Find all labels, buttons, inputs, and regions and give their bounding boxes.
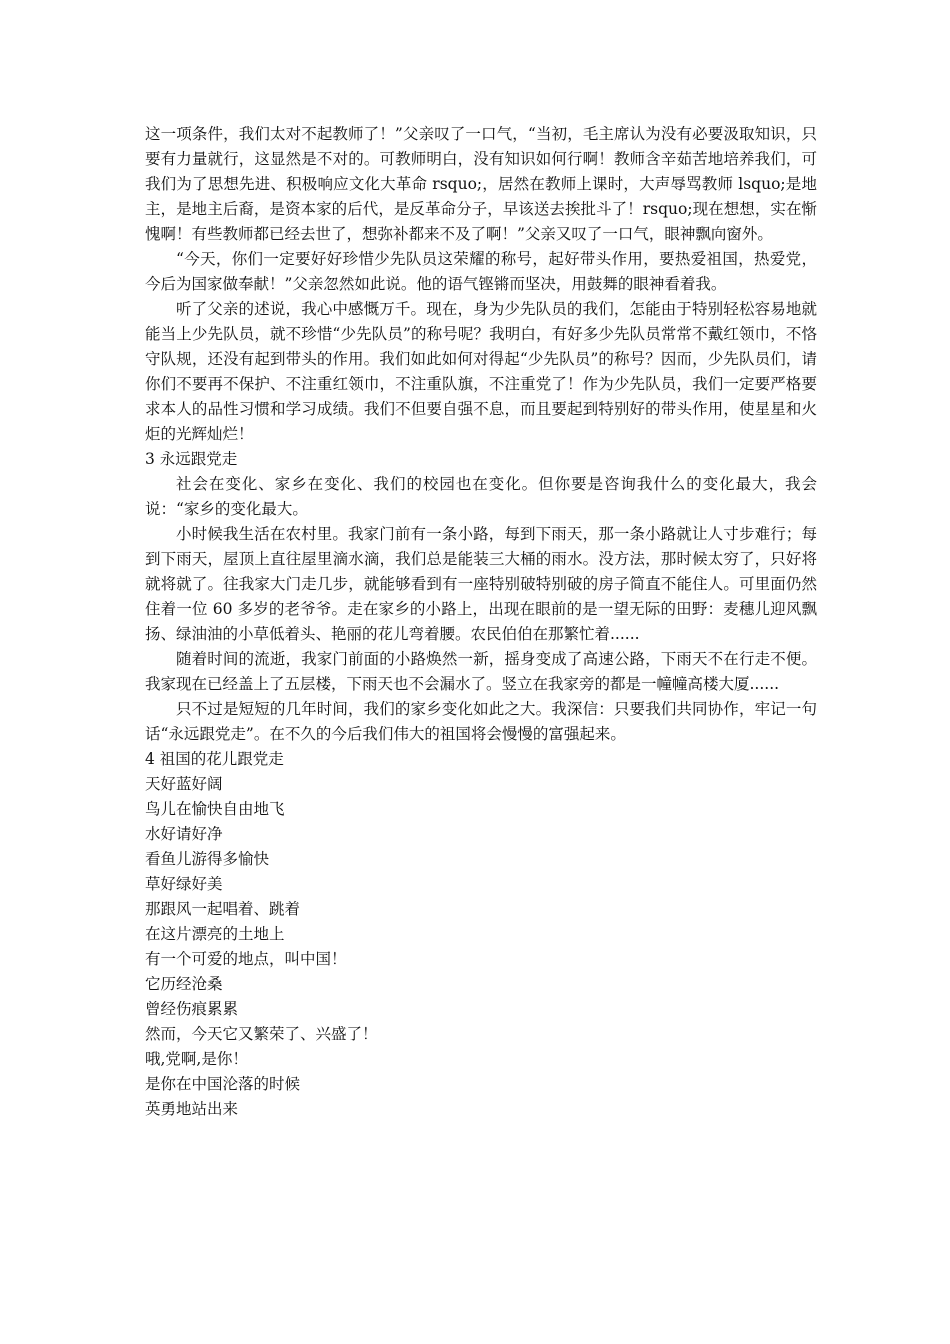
paragraph-father-regret: 这一项条件，我们太对不起教师了！”父亲叹了一口气，“当初，毛主席认为没有必要汲取知识，只要有力量就行，这显然是不对的。可教师明白，没有知识如何行啊！教师含辛茹苦地培养我们，可我们为了思想先进、积极响应文化大革命 rsquo;，居然在教师上课时，大声辱骂教师 lsquo;是地主，是地主后裔，是资本家的后代，是反革命分子，早该送去挨批斗了！rsquo;现在想想，实在惭愧啊！有些教师都已经去世了，想弥补都来不及了啊！”父亲又叹了一口气，眼神飘向窗外。 bbox=[145, 125, 817, 243]
paragraph-childhood: 小时候我生活在农村里。我家门前有一条小路，每到下雨天，那一条小路就让人寸步难行；每到下雨天，屋顶上直往屋里滴水滴，我们总是能装三大桶的雨水。没方法，那时候太穷了，只好将就将就了。往我家大门走几步，就能够看到有一座特别破特别破的房子简直不能住人。可里面仍然住着一位 60 多岁的老爷爷。走在家乡的小路上，出现在眼前的是一望无际的田野：麦穗儿迎风飘扬、绿油油的小草低着头、艳丽的花儿弯着腰。农民伯伯在那繁忙着...... bbox=[145, 525, 817, 643]
poem-line: 英勇地站出来 bbox=[145, 1100, 239, 1118]
document-page bbox=[145, 122, 817, 1122]
poem-line: 水好请好净 bbox=[145, 825, 223, 843]
paragraph-time-passing: 随着时间的流逝，我家门前面的小路焕然一新，摇身变成了高速公路，下雨天不在行走不便。我家现在已经盖上了五层楼，下雨天也不会漏水了。竖立在我家旁的都是一幢幢高楼大厦...... bbox=[145, 650, 817, 693]
poem-line: 草好绿好美 bbox=[145, 875, 223, 893]
section-heading-3: 3 永远跟党走 bbox=[145, 450, 238, 468]
paragraph-hometown-change: 社会在变化、家乡在变化、我们的校园也在变化。但你要是咨询我什么的变化最大，我会说：“家乡的变化最大。 bbox=[145, 475, 817, 518]
paragraph-conclusion: 只不过是短短的几年时间，我们的家乡变化如此之大。我深信：只要我们共同协作，牢记一句话“永远跟党走”。在不久的今后我们伟大的祖国将会慢慢的富强起来。 bbox=[145, 700, 817, 743]
poem-line: 有一个可爱的地点，叫中国！ bbox=[145, 950, 347, 968]
paragraph-father-advice: “今天，你们一定要好好珍惜少先队员这荣耀的称号，起好带头作用，要热爱祖国，热爱党，今后为国家做奉献！”父亲忽然如此说。他的语气铿锵而坚决，用鼓舞的眼神看着我。 bbox=[145, 250, 817, 293]
poem-line: 在这片漂亮的土地上 bbox=[145, 925, 285, 943]
poem-line: 它历经沧桑 bbox=[145, 975, 223, 993]
poem-line: 曾经伤痕累累 bbox=[145, 1000, 239, 1018]
section-heading-4: 4 祖国的花儿跟党走 bbox=[145, 750, 284, 768]
poem-line: 哦,党啊,是你！ bbox=[145, 1050, 248, 1068]
poem-line: 然而，今天它又繁荣了、兴盛了！ bbox=[145, 1025, 378, 1043]
poem-line: 是你在中国沦落的时候 bbox=[145, 1075, 301, 1093]
poem-line: 看鱼儿游得多愉快 bbox=[145, 850, 270, 868]
paragraph-reflection: 听了父亲的述说，我心中感慨万千。现在，身为少先队员的我们，怎能由于特别轻松容易地就能当上少先队员，就不珍惜“少先队员”的称号呢？我明白，有好多少先队员常常不戴红领巾，不恪守队规，还没有起到带头的作用。我们如此如何对得起“少先队员”的称号？因而，少先队员们，请你们不要再不保护、不注重红领巾，不注重队旗，不注重党了！作为少先队员，我们一定要严格要求本人的品性习惯和学习成绩。我们不但要自强不息，而且要起到特别好的带头作用，使星星和火炬的光辉灿烂！ bbox=[145, 300, 817, 443]
poem-line: 天好蓝好阔 bbox=[145, 775, 223, 793]
poem-line: 那跟风一起唱着、跳着 bbox=[145, 900, 301, 918]
poem-line: 鸟儿在愉快自由地飞 bbox=[145, 800, 285, 818]
